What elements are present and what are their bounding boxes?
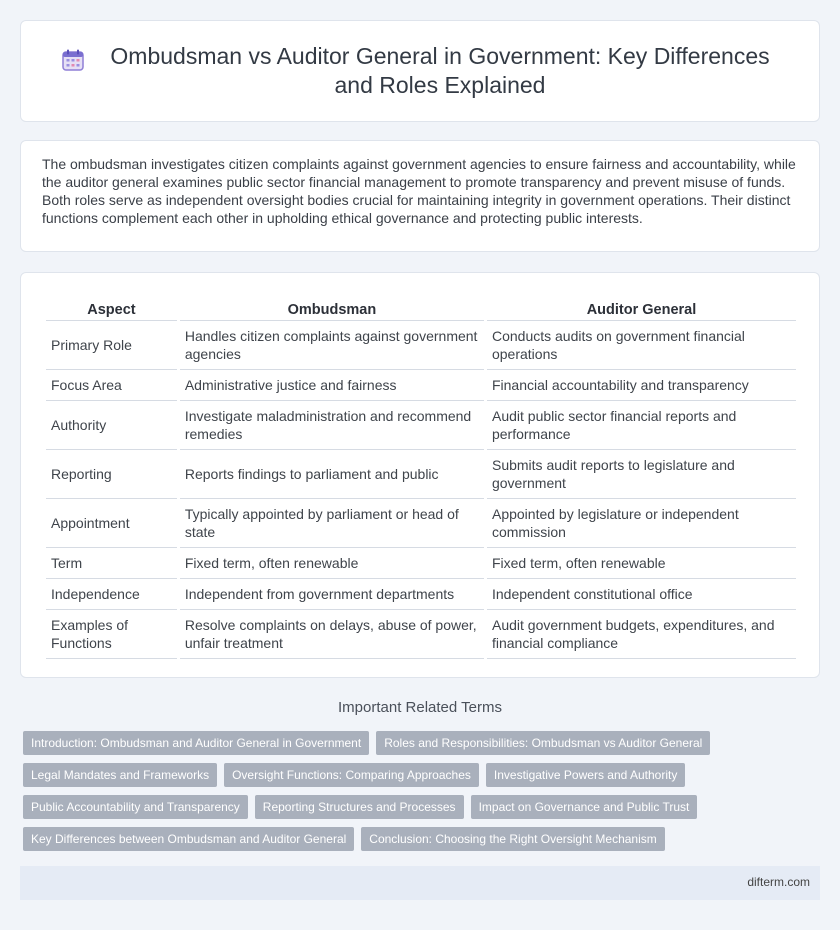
row-auditor-general: Independent constitutional office	[487, 579, 796, 610]
intro-paragraph: The ombudsman investigates citizen complaints against government agencies to ensure fairness and accountability, while the auditor general examines public sector financial management to promote transparency and prevent misuse of funds. Both roles serve as independent oversight bodies crucial for maintaining integrity in government operations. Their distinct functions complement each other in upholding ethical governance and protecting public interests.	[42, 156, 796, 226]
row-ombudsman: Handles citizen complaints against government agencies	[180, 321, 484, 370]
row-aspect: Focus Area	[46, 370, 177, 401]
row-auditor-general: Submits audit reports to legislature and government	[487, 450, 796, 499]
related-term-link[interactable]: Legal Mandates and Frameworks	[23, 763, 217, 787]
related-terms-title: Important Related Terms	[338, 699, 502, 716]
related-term-link[interactable]: Impact on Governance and Public Trust	[471, 795, 698, 819]
table-row	[46, 321, 796, 370]
related-term-link[interactable]: Conclusion: Choosing the Right Oversight Mechanism	[361, 827, 664, 851]
header-ombudsman: Ombudsman	[180, 297, 484, 321]
row-ombudsman: Administrative justice and fairness	[180, 370, 484, 401]
row-auditor-general: Conducts audits on government financial operations	[487, 321, 796, 370]
row-auditor-general: Financial accountability and transparency	[487, 370, 796, 401]
footer	[20, 866, 820, 900]
row-ombudsman: Reports findings to parliament and public	[180, 450, 484, 499]
row-aspect: Examples of Functions	[46, 610, 177, 659]
table-row	[46, 579, 796, 610]
related-term-link[interactable]: Investigative Powers and Authority	[486, 763, 685, 787]
row-auditor-general: Audit public sector financial reports and performance	[487, 401, 796, 450]
row-auditor-general: Fixed term, often renewable	[487, 548, 796, 579]
header-auditor-general: Auditor General	[487, 297, 796, 321]
row-aspect: Term	[46, 548, 177, 579]
row-auditor-general: Appointed by legislature or independent commission	[487, 499, 796, 548]
row-aspect: Independence	[46, 579, 177, 610]
intro-card	[20, 140, 820, 252]
table-row	[46, 370, 796, 401]
row-ombudsman: Resolve complaints on delays, abuse of power, unfair treatment	[180, 610, 484, 659]
related-term-link[interactable]: Roles and Responsibilities: Ombudsman vs Auditor General	[376, 731, 710, 755]
table-row	[46, 610, 796, 659]
row-ombudsman: Independent from government departments	[180, 579, 484, 610]
row-aspect: Appointment	[46, 499, 177, 548]
row-aspect: Primary Role	[46, 321, 177, 370]
related-term-link[interactable]: Introduction: Ombudsman and Auditor General in Government	[23, 731, 369, 755]
row-auditor-general: Audit government budgets, expenditures, and financial compliance	[487, 610, 796, 659]
related-term-link[interactable]: Reporting Structures and Processes	[255, 795, 464, 819]
table-row	[46, 450, 796, 499]
comparison-table	[43, 297, 799, 659]
footer-site-link[interactable]: difterm.com	[747, 875, 810, 889]
row-aspect: Reporting	[46, 450, 177, 499]
header-aspect: Aspect	[46, 297, 177, 321]
related-term-link[interactable]: Oversight Functions: Comparing Approaches	[224, 763, 479, 787]
related-terms-list	[23, 731, 723, 851]
comparison-card	[20, 272, 820, 678]
related-term-link[interactable]: Key Differences between Ombudsman and Auditor General	[23, 827, 354, 851]
page-title: Ombudsman vs Auditor General in Government: Key Differences and Roles Explained	[110, 43, 770, 98]
title-card	[20, 20, 820, 122]
row-ombudsman: Fixed term, often renewable	[180, 548, 484, 579]
table-row	[46, 401, 796, 450]
table-row	[46, 548, 796, 579]
table-row	[46, 499, 796, 548]
row-ombudsman: Investigate maladministration and recommend remedies	[180, 401, 484, 450]
row-aspect: Authority	[46, 401, 177, 450]
table-header-row	[46, 297, 796, 321]
related-term-link[interactable]: Public Accountability and Transparency	[23, 795, 248, 819]
row-ombudsman: Typically appointed by parliament or head of state	[180, 499, 484, 548]
